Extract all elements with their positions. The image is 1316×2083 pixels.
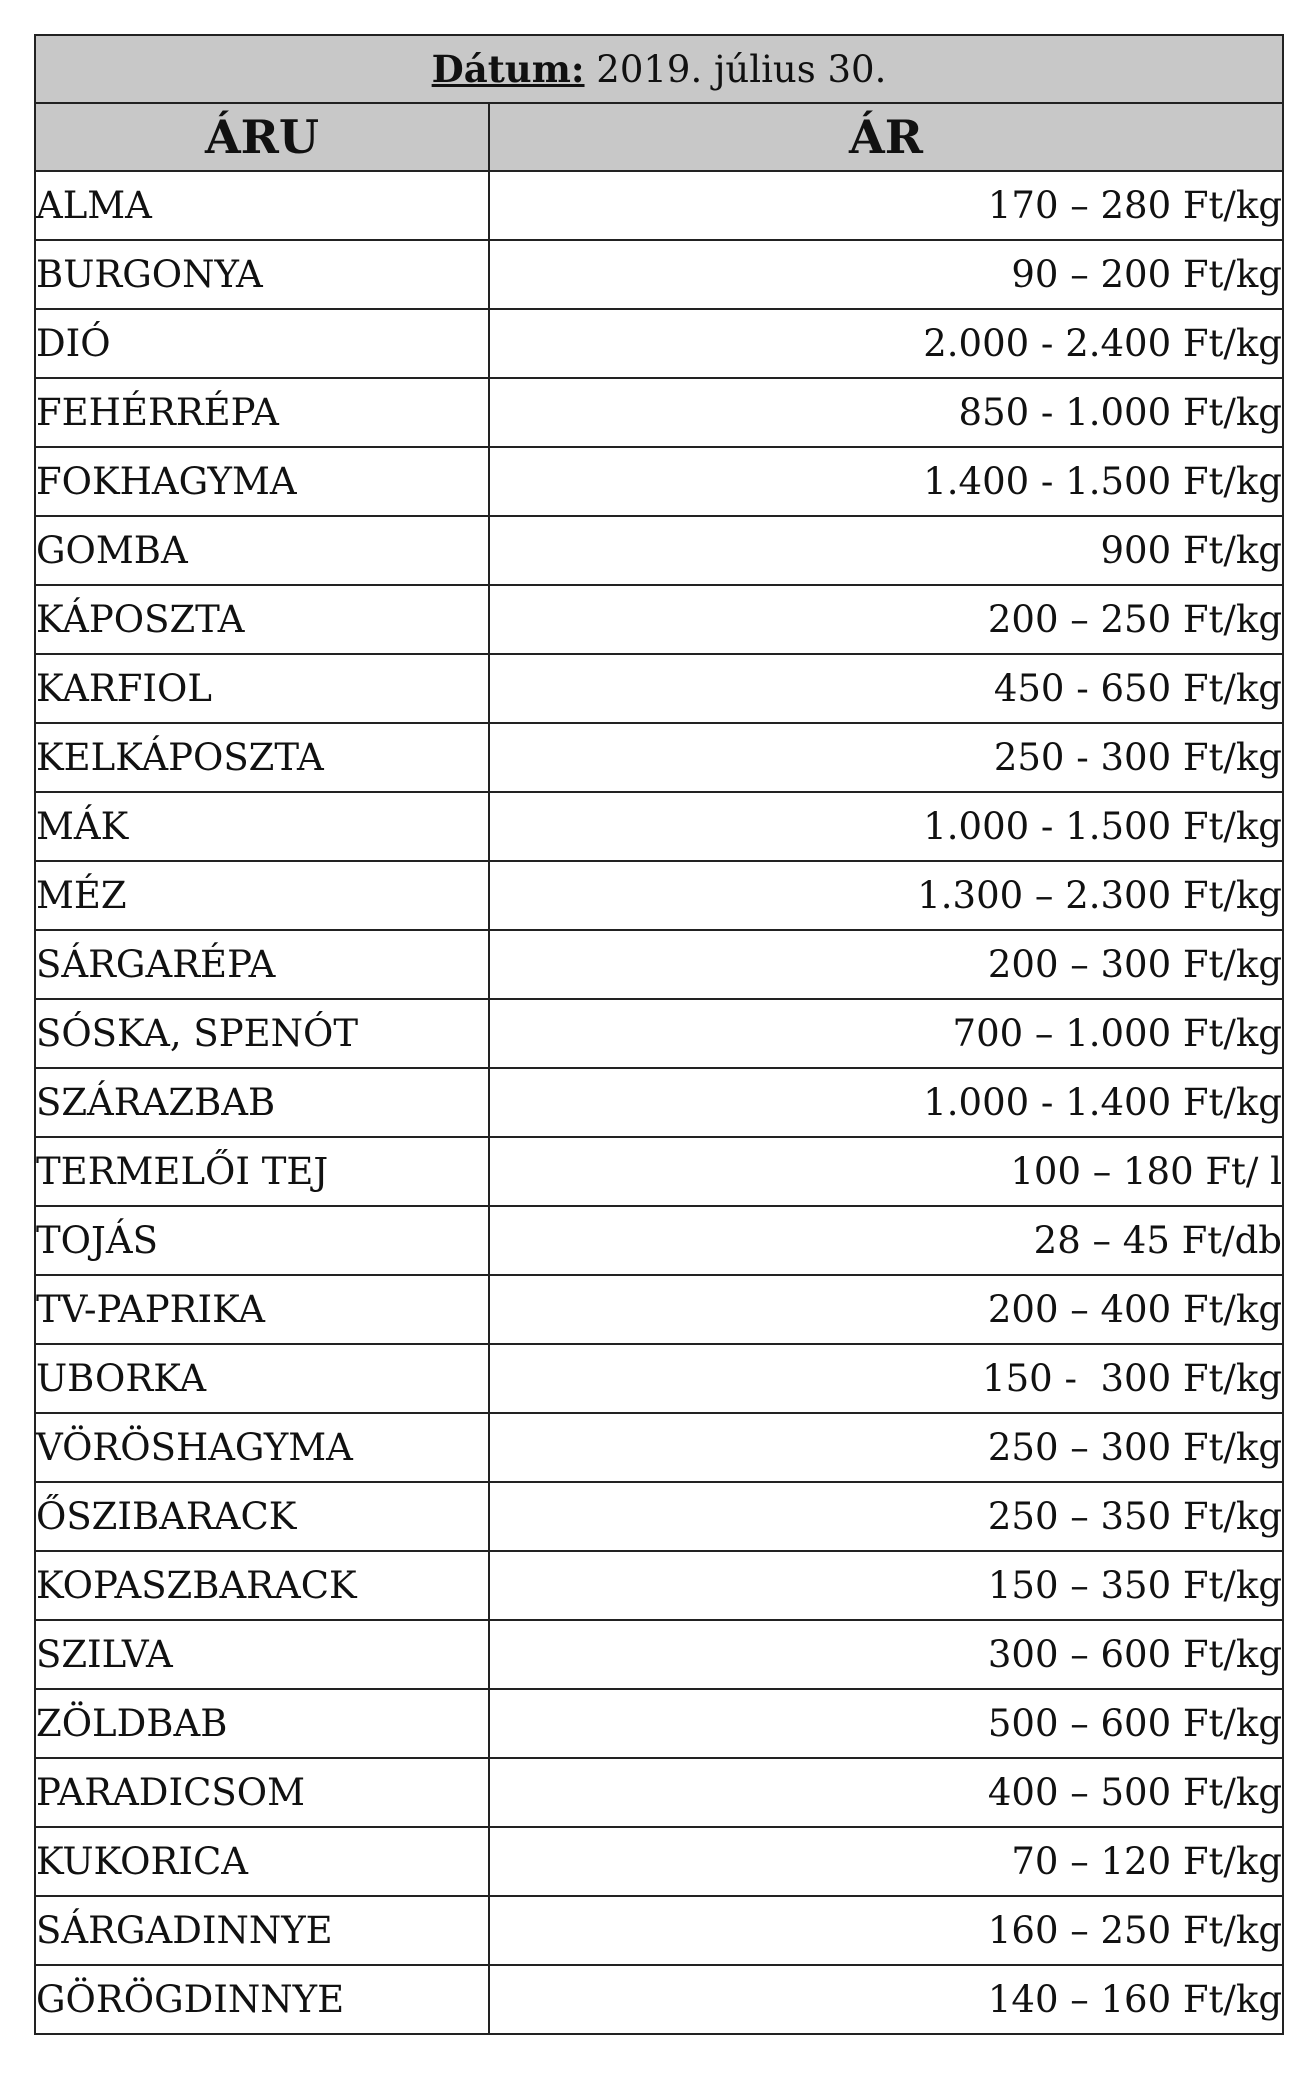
item-name-cell: KELKÁPOSZTA [35, 723, 489, 792]
item-price-cell: 28 – 45 Ft/db [489, 1206, 1283, 1275]
item-name-cell: FOKHAGYMA [35, 447, 489, 516]
item-name-cell: KÁPOSZTA [35, 585, 489, 654]
item-name-cell: KUKORICA [35, 1827, 489, 1896]
item-name-cell: FEHÉRRÉPA [35, 378, 489, 447]
item-price-cell: 170 – 280 Ft/kg [489, 171, 1283, 240]
table-row [35, 1137, 1283, 1206]
item-name-cell: MÉZ [35, 861, 489, 930]
table-row [35, 654, 1283, 723]
item-price-cell: 140 – 160 Ft/kg [489, 1965, 1283, 2034]
item-price-cell: 1.000 - 1.500 Ft/kg [489, 792, 1283, 861]
table-row [35, 1344, 1283, 1413]
item-price-cell: 850 - 1.000 Ft/kg [489, 378, 1283, 447]
table-row [35, 447, 1283, 516]
table-row [35, 1551, 1283, 1620]
item-price-cell: 250 - 300 Ft/kg [489, 723, 1283, 792]
item-name-cell: SÓSKA, SPENÓT [35, 999, 489, 1068]
item-name-cell: MÁK [35, 792, 489, 861]
table-row [35, 1482, 1283, 1551]
item-name-cell: SZILVA [35, 1620, 489, 1689]
table-row [35, 1206, 1283, 1275]
item-name-cell: SZÁRAZBAB [35, 1068, 489, 1137]
table-row [35, 171, 1283, 240]
item-price-cell: 900 Ft/kg [489, 516, 1283, 585]
item-price-cell: 300 – 600 Ft/kg [489, 1620, 1283, 1689]
price-table [34, 34, 1284, 2035]
item-name-cell: KARFIOL [35, 654, 489, 723]
table-row [35, 1413, 1283, 1482]
item-name-cell: SÁRGARÉPA [35, 930, 489, 999]
item-price-cell: 100 – 180 Ft/ l [489, 1137, 1283, 1206]
table-row [35, 1068, 1283, 1137]
column-header-row [35, 103, 1283, 171]
table-body [35, 171, 1283, 2034]
item-price-cell: 500 – 600 Ft/kg [489, 1689, 1283, 1758]
item-name-cell: GOMBA [35, 516, 489, 585]
item-name-cell: UBORKA [35, 1344, 489, 1413]
item-price-cell: 2.000 - 2.400 Ft/kg [489, 309, 1283, 378]
item-price-cell: 90 – 200 Ft/kg [489, 240, 1283, 309]
item-price-cell: 1.300 – 2.300 Ft/kg [489, 861, 1283, 930]
item-price-cell: 150 – 350 Ft/kg [489, 1551, 1283, 1620]
column-header-price: ÁR [489, 103, 1283, 171]
table-row [35, 240, 1283, 309]
table-row [35, 861, 1283, 930]
item-price-cell: 70 – 120 Ft/kg [489, 1827, 1283, 1896]
table-row [35, 1758, 1283, 1827]
table-row [35, 585, 1283, 654]
item-name-cell: BURGONYA [35, 240, 489, 309]
date-row [35, 35, 1283, 103]
item-price-cell: 400 – 500 Ft/kg [489, 1758, 1283, 1827]
item-name-cell: TERMELŐI TEJ [35, 1137, 489, 1206]
table-row [35, 378, 1283, 447]
item-price-cell: 700 – 1.000 Ft/kg [489, 999, 1283, 1068]
table-row [35, 1827, 1283, 1896]
table-row [35, 723, 1283, 792]
item-name-cell: ZÖLDBAB [35, 1689, 489, 1758]
table-row [35, 1275, 1283, 1344]
table-row [35, 792, 1283, 861]
table-row [35, 1896, 1283, 1965]
item-name-cell: VÖRÖSHAGYMA [35, 1413, 489, 1482]
item-name-cell: TOJÁS [35, 1206, 489, 1275]
item-price-cell: 200 – 250 Ft/kg [489, 585, 1283, 654]
date-value: 2019. július 30. [584, 48, 887, 91]
date-cell [35, 35, 1283, 103]
table-row [35, 1965, 1283, 2034]
item-price-cell: 160 – 250 Ft/kg [489, 1896, 1283, 1965]
column-header-item: ÁRU [35, 103, 489, 171]
item-name-cell: ŐSZIBARACK [35, 1482, 489, 1551]
item-name-cell: SÁRGADINNYE [35, 1896, 489, 1965]
table-row [35, 516, 1283, 585]
table-row [35, 930, 1283, 999]
table-row [35, 999, 1283, 1068]
date-label: Dátum: [431, 47, 585, 91]
item-name-cell: DIÓ [35, 309, 489, 378]
table-row [35, 309, 1283, 378]
item-price-cell: 200 – 400 Ft/kg [489, 1275, 1283, 1344]
item-price-cell: 250 – 350 Ft/kg [489, 1482, 1283, 1551]
item-name-cell: TV-PAPRIKA [35, 1275, 489, 1344]
table-row [35, 1620, 1283, 1689]
item-name-cell: KOPASZBARACK [35, 1551, 489, 1620]
item-price-cell: 1.400 - 1.500 Ft/kg [489, 447, 1283, 516]
item-name-cell: GÖRÖGDINNYE [35, 1965, 489, 2034]
item-price-cell: 250 – 300 Ft/kg [489, 1413, 1283, 1482]
item-price-cell: 200 – 300 Ft/kg [489, 930, 1283, 999]
item-price-cell: 1.000 - 1.400 Ft/kg [489, 1068, 1283, 1137]
item-price-cell: 450 - 650 Ft/kg [489, 654, 1283, 723]
table-row [35, 1689, 1283, 1758]
item-name-cell: ALMA [35, 171, 489, 240]
item-price-cell: 150 - 300 Ft/kg [489, 1344, 1283, 1413]
item-name-cell: PARADICSOM [35, 1758, 489, 1827]
